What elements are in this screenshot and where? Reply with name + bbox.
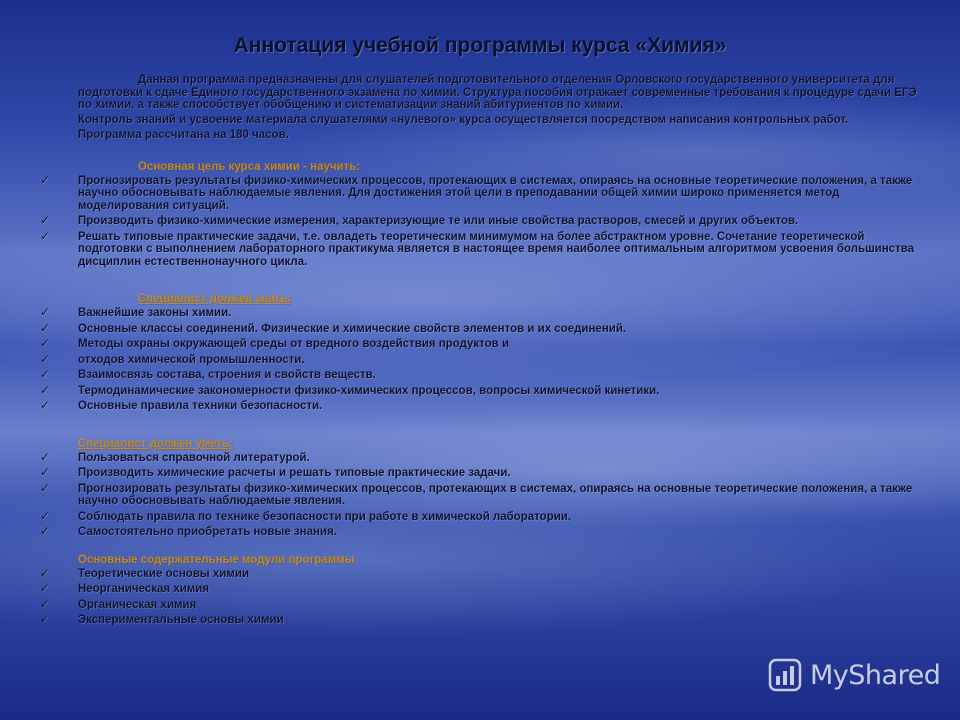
checkmark-icon: ✓ [40,398,51,412]
document-body [40,74,920,630]
checkmark-icon: ✓ [40,228,51,243]
list-item-text: Производить физико-химические измерения, характеризующие те или иные свойства растворов, смесей и других объектов. [78,215,799,227]
checkmark-icon: ✓ [40,382,51,397]
checkmark-icon: ✓ [40,565,51,580]
list-item [40,172,920,213]
list-item [40,338,920,351]
list-item [40,369,920,382]
list-item [40,467,920,480]
goals-list [40,172,920,269]
list-item [40,614,920,627]
checkmark-icon: ✓ [40,508,51,523]
list-item-text: Важнейшие законы химии. [78,307,232,319]
list-item-text: Основные правила техники безопасности. [78,400,323,412]
list-item [40,526,920,539]
list-item [40,382,920,398]
know-heading: Специалист должен знать: [138,293,292,305]
able-list [40,449,920,539]
myshared-logo-icon [768,658,802,692]
list-item-text: Прогнозировать результаты физико-химических процессов, протекающих в системах, опираясь на основные теоретические положения, а также научно обосновывать наблюдаемые явления. [78,482,913,507]
checkmark-icon: ✓ [40,320,51,335]
checkmark-icon: ✓ [40,581,51,595]
list-item-text: Экспериментальные основы химии [78,614,284,626]
myshared-logo-text: MyShared [810,660,941,691]
list-item-text: Пользоваться справочной литературой. [78,451,310,464]
checkmark-icon: ✓ [40,612,51,626]
list-item-text: Производить химические расчеты и решать типовые практические задачи. [78,467,511,479]
list-item [40,400,920,413]
list-item-text: Прогнозировать результаты физико-химических процессов, протекающих в системах, опираясь на основные теоретические положения, а также научно обосновывать наблюдаемые явления. Для достижения этой цели в преподавании общей химии широко применяется метод моделирования ситуаций. [78,174,913,212]
able-heading: Специалист должен уметь: [78,437,234,450]
checkmark-icon: ✓ [40,596,51,611]
list-item-text: Методы охраны окружающей среды от вредного воздействия продуктов и [78,338,510,350]
know-list [40,307,920,413]
checkmark-icon: ✓ [40,465,51,479]
list-item [40,320,920,336]
intro-paragraph: Программа рассчитана на 180 часов. [78,129,289,141]
list-item [40,449,920,465]
checkmark-icon: ✓ [40,367,51,381]
list-item-text: Соблюдать правила по технике безопасности при работе в химической лаборатории. [78,510,572,523]
list-item [40,215,920,228]
goals-heading: Основная цель курса химии - научить: [138,160,361,173]
list-item-text: Основные классы соединений. Физические и химические свойств элементов и их соединений. [78,322,627,335]
list-item [40,480,920,508]
list-item-text: Теоретические основы химии [78,567,250,580]
checkmark-icon: ✓ [40,524,51,538]
list-item [40,583,920,596]
myshared-logo[interactable] [768,656,943,696]
list-item-text: Неорганическая химия [78,583,210,595]
list-item [40,565,920,581]
list-item [40,307,920,320]
list-item [40,596,920,612]
checkmark-icon: ✓ [40,449,51,464]
list-item [40,508,920,524]
list-item [40,228,920,269]
checkmark-icon: ✓ [40,480,51,495]
modules-list [40,565,920,627]
list-item [40,351,920,367]
intro-paragraph: Контроль знаний и усвоение материала слушателями «нулевого» курса осуществляется посредством написания контрольных работ. [78,113,849,126]
list-item-text: Термодинамические закономерности физико-химических процессов, вопросы химической кинетики. [78,384,660,397]
intro-paragraph: Данная программа предназначены для слушателей подготовительного отделения Орловского государственного университета для подготовки к сдаче Единого государственного экзамена по химии. Структура пособия отражает современные требования к процедуре сдачи ЕГЭ по химии, а также способствует обобщению и систематизации знаний абитуриентов по химии. [78,74,917,111]
list-item-text: отходов химической промышленности. [78,353,305,366]
list-item-text: Органическая химия [78,598,197,611]
modules-heading: Основные содержательные модули программы [78,553,355,566]
list-item-text: Решать типовые практические задачи, т.е. овладеть теоретическим минимумом на более абстрактном уровне. Сочетание теоретической подготовки с выполнением лабораторного практикума является в настоящее время наиболее оптимальным алгоритмом усвоения большинства дисциплин естественнонаучного цикла. [78,230,915,268]
checkmark-icon: ✓ [40,351,51,366]
checkmark-icon: ✓ [40,336,51,350]
checkmark-icon: ✓ [40,213,51,227]
list-item-text: Взаимосвязь состава, строения и свойств веществ. [78,369,376,381]
list-item-text: Самостоятельно приобретать новые знания. [78,526,337,538]
page-title: Аннотация учебной программы курса «Химия» [233,34,727,57]
checkmark-icon: ✓ [40,305,51,319]
checkmark-icon: ✓ [40,172,51,187]
